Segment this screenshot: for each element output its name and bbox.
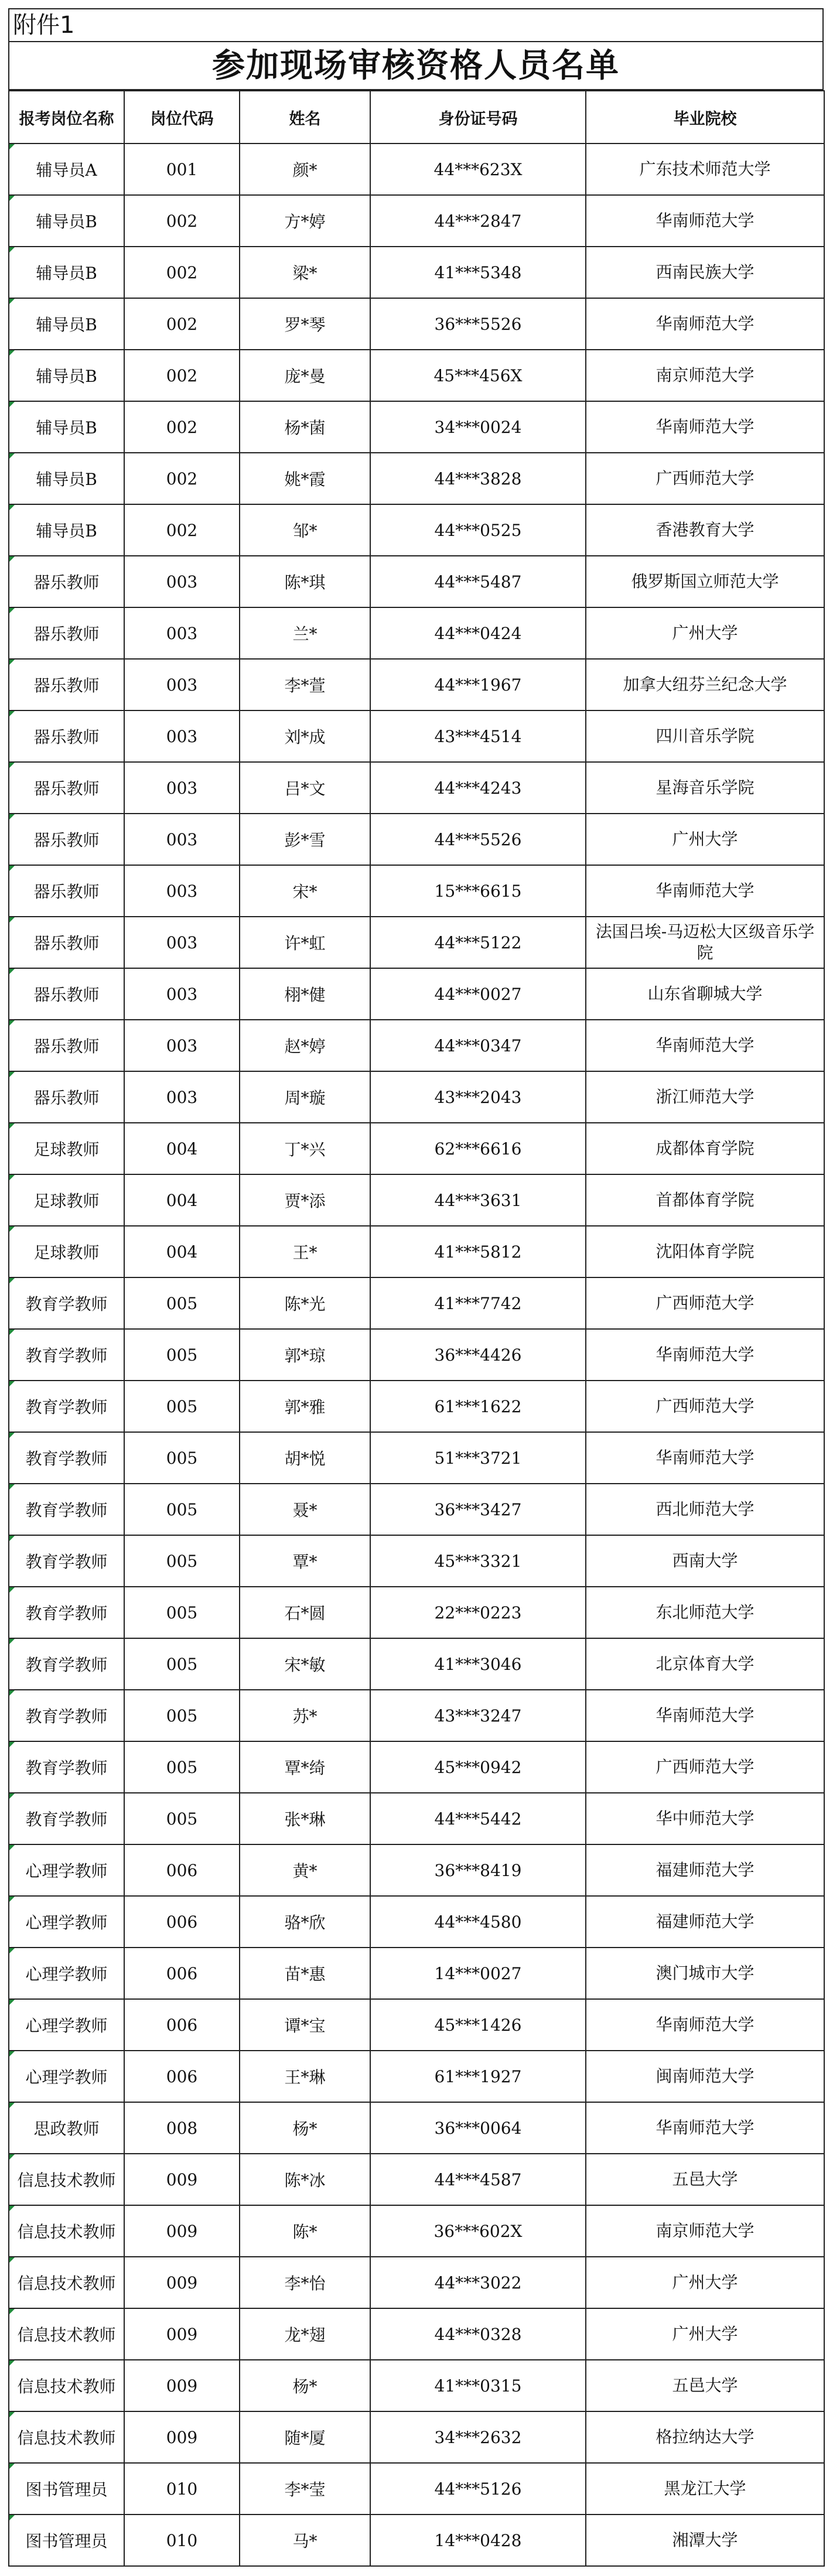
position-name-cell[interactable]: 辅导员B bbox=[9, 350, 124, 401]
position-code-cell[interactable]: 005 bbox=[124, 1381, 240, 1432]
id-number-cell[interactable]: 15***6615 bbox=[370, 865, 586, 917]
position-code-cell[interactable]: 009 bbox=[124, 2205, 240, 2257]
id-number-cell[interactable]: 44***0525 bbox=[370, 504, 586, 556]
school-cell[interactable]: 广西师范大学 bbox=[586, 1381, 824, 1432]
table-row bbox=[9, 453, 824, 504]
table-row bbox=[9, 1432, 824, 1484]
id-number-cell[interactable]: 44***0347 bbox=[370, 1020, 586, 1071]
name-cell[interactable]: 胡*悦 bbox=[240, 1432, 370, 1484]
position-code-cell[interactable]: 004 bbox=[124, 1226, 240, 1277]
name-cell[interactable]: 宋*敏 bbox=[240, 1638, 370, 1690]
position-name-cell[interactable]: 器乐教师 bbox=[9, 968, 124, 1020]
id-number-cell[interactable]: 22***0223 bbox=[370, 1587, 586, 1638]
school-cell[interactable]: 五邑大学 bbox=[586, 2154, 824, 2205]
position-name-cell[interactable]: 器乐教师 bbox=[9, 762, 124, 814]
position-code-cell[interactable]: 006 bbox=[124, 1844, 240, 1896]
name-cell[interactable]: 姚*霞 bbox=[240, 453, 370, 504]
table-row bbox=[9, 2051, 824, 2102]
table-row bbox=[9, 710, 824, 762]
table-row bbox=[9, 1277, 824, 1329]
table-row bbox=[9, 607, 824, 659]
id-number-cell[interactable]: 44***3828 bbox=[370, 453, 586, 504]
position-name-cell[interactable]: 器乐教师 bbox=[9, 814, 124, 865]
school-cell[interactable]: 山东省聊城大学 bbox=[586, 968, 824, 1020]
name-cell[interactable]: 梁* bbox=[240, 247, 370, 298]
table-row bbox=[9, 2102, 824, 2154]
position-code-cell[interactable]: 003 bbox=[124, 1020, 240, 1071]
position-code-cell[interactable]: 009 bbox=[124, 2308, 240, 2360]
position-name-cell[interactable]: 器乐教师 bbox=[9, 659, 124, 710]
id-number-cell[interactable]: 44***5526 bbox=[370, 814, 586, 865]
position-name-cell[interactable]: 教育学教师 bbox=[9, 1690, 124, 1741]
position-name-cell[interactable]: 教育学教师 bbox=[9, 1638, 124, 1690]
position-code-cell[interactable]: 002 bbox=[124, 247, 240, 298]
table-body bbox=[9, 144, 824, 2566]
id-number-cell[interactable]: 36***602X bbox=[370, 2205, 586, 2257]
position-name-cell[interactable]: 思政教师 bbox=[9, 2102, 124, 2154]
id-number-cell[interactable]: 51***3721 bbox=[370, 1432, 586, 1484]
table-row bbox=[9, 350, 824, 401]
school-cell[interactable]: 福建师范大学 bbox=[586, 1844, 824, 1896]
id-number-cell[interactable]: 44***4587 bbox=[370, 2154, 586, 2205]
id-number-cell[interactable]: 36***5526 bbox=[370, 298, 586, 350]
id-number-cell[interactable]: 62***6616 bbox=[370, 1123, 586, 1174]
position-name-cell[interactable]: 辅导员B bbox=[9, 195, 124, 247]
name-cell[interactable]: 郭*琼 bbox=[240, 1329, 370, 1381]
id-number-cell[interactable]: 44***623X bbox=[370, 144, 586, 195]
name-cell[interactable]: 郭*雅 bbox=[240, 1381, 370, 1432]
position-name-cell[interactable]: 教育学教师 bbox=[9, 1329, 124, 1381]
id-number-cell[interactable]: 36***0064 bbox=[370, 2102, 586, 2154]
table-row bbox=[9, 1896, 824, 1948]
school-cell[interactable]: 香港教育大学 bbox=[586, 504, 824, 556]
table-row bbox=[9, 1535, 824, 1587]
table-row bbox=[9, 2411, 824, 2463]
table-row bbox=[9, 2514, 824, 2566]
school-cell[interactable]: 华中师范大学 bbox=[586, 1793, 824, 1844]
table-row bbox=[9, 144, 824, 195]
id-number-cell[interactable]: 44***4243 bbox=[370, 762, 586, 814]
table-row bbox=[9, 2154, 824, 2205]
id-number-cell[interactable]: 41***7742 bbox=[370, 1277, 586, 1329]
position-name-cell[interactable]: 信息技术教师 bbox=[9, 2360, 124, 2411]
position-name-cell[interactable]: 辅导员B bbox=[9, 298, 124, 350]
position-name-cell[interactable]: 图书管理员 bbox=[9, 2463, 124, 2514]
id-number-cell[interactable]: 41***5348 bbox=[370, 247, 586, 298]
school-cell[interactable]: 四川音乐学院 bbox=[586, 710, 824, 762]
id-number-cell[interactable]: 44***0027 bbox=[370, 968, 586, 1020]
school-cell[interactable]: 华南师范大学 bbox=[586, 401, 824, 453]
position-code-cell[interactable]: 002 bbox=[124, 195, 240, 247]
table-row bbox=[9, 1638, 824, 1690]
school-cell[interactable]: 华南师范大学 bbox=[586, 1020, 824, 1071]
school-cell[interactable]: 沈阳体育学院 bbox=[586, 1226, 824, 1277]
id-number-cell[interactable]: 44***4580 bbox=[370, 1896, 586, 1948]
id-number-cell[interactable]: 36***4426 bbox=[370, 1329, 586, 1381]
position-code-cell[interactable]: 005 bbox=[124, 1484, 240, 1535]
id-number-cell[interactable]: 61***1622 bbox=[370, 1381, 586, 1432]
table-row bbox=[9, 1690, 824, 1741]
table-row bbox=[9, 1381, 824, 1432]
school-cell[interactable]: 广西师范大学 bbox=[586, 453, 824, 504]
name-cell[interactable]: 王* bbox=[240, 1226, 370, 1277]
id-number-cell[interactable]: 44***5487 bbox=[370, 556, 586, 607]
id-number-cell[interactable]: 43***3247 bbox=[370, 1690, 586, 1741]
table-row bbox=[9, 1999, 824, 2051]
position-code-cell[interactable]: 002 bbox=[124, 350, 240, 401]
position-code-cell[interactable]: 004 bbox=[124, 1123, 240, 1174]
position-code-cell[interactable]: 009 bbox=[124, 2411, 240, 2463]
table-row bbox=[9, 556, 824, 607]
table-row bbox=[9, 1226, 824, 1277]
school-cell[interactable]: 俄罗斯国立师范大学 bbox=[586, 556, 824, 607]
table-row bbox=[9, 762, 824, 814]
id-number-cell[interactable]: 44***1967 bbox=[370, 659, 586, 710]
school-cell[interactable]: 广州大学 bbox=[586, 607, 824, 659]
table-row bbox=[9, 865, 824, 917]
name-cell[interactable]: 宋* bbox=[240, 865, 370, 917]
name-cell[interactable]: 吕*文 bbox=[240, 762, 370, 814]
school-cell[interactable]: 西南大学 bbox=[586, 1535, 824, 1587]
position-code-cell[interactable]: 009 bbox=[124, 2154, 240, 2205]
name-cell[interactable]: 李*萱 bbox=[240, 659, 370, 710]
position-name-cell[interactable]: 足球教师 bbox=[9, 1174, 124, 1226]
position-code-cell[interactable]: 005 bbox=[124, 1587, 240, 1638]
school-cell[interactable]: 南京师范大学 bbox=[586, 2205, 824, 2257]
position-code-cell[interactable]: 002 bbox=[124, 401, 240, 453]
position-code-cell[interactable]: 002 bbox=[124, 504, 240, 556]
name-cell[interactable]: 杨*菌 bbox=[240, 401, 370, 453]
school-cell[interactable]: 闽南师范大学 bbox=[586, 2051, 824, 2102]
table-row bbox=[9, 195, 824, 247]
id-number-cell[interactable]: 44***5126 bbox=[370, 2463, 586, 2514]
position-name-cell[interactable]: 教育学教师 bbox=[9, 1484, 124, 1535]
table-row bbox=[9, 2360, 824, 2411]
name-cell[interactable]: 覃*绮 bbox=[240, 1741, 370, 1793]
position-code-cell[interactable]: 003 bbox=[124, 710, 240, 762]
table-row bbox=[9, 401, 824, 453]
school-cell[interactable]: 首都体育学院 bbox=[586, 1174, 824, 1226]
name-cell[interactable]: 石*圆 bbox=[240, 1587, 370, 1638]
name-cell[interactable]: 兰* bbox=[240, 607, 370, 659]
position-code-cell[interactable]: 003 bbox=[124, 865, 240, 917]
name-cell[interactable]: 杨* bbox=[240, 2102, 370, 2154]
name-cell[interactable]: 陈*光 bbox=[240, 1277, 370, 1329]
position-code-cell[interactable]: 005 bbox=[124, 1432, 240, 1484]
table-row bbox=[9, 1071, 824, 1123]
school-cell[interactable]: 东北师范大学 bbox=[586, 1587, 824, 1638]
id-number-cell[interactable]: 44***2847 bbox=[370, 195, 586, 247]
school-cell[interactable]: 湘潭大学 bbox=[586, 2514, 824, 2566]
position-name-cell[interactable]: 辅导员B bbox=[9, 504, 124, 556]
id-number-cell[interactable]: 45***456X bbox=[370, 350, 586, 401]
school-cell[interactable]: 北京体育大学 bbox=[586, 1638, 824, 1690]
position-name-cell[interactable]: 教育学教师 bbox=[9, 1741, 124, 1793]
table-row bbox=[9, 2205, 824, 2257]
school-cell[interactable]: 华南师范大学 bbox=[586, 298, 824, 350]
school-cell[interactable]: 广州大学 bbox=[586, 2257, 824, 2308]
name-cell[interactable]: 刘*成 bbox=[240, 710, 370, 762]
position-code-cell[interactable]: 005 bbox=[124, 1690, 240, 1741]
table-row bbox=[9, 2308, 824, 2360]
school-cell[interactable]: 法国吕埃-马迈松大区级音乐学院 bbox=[586, 917, 824, 968]
name-cell[interactable]: 陈* bbox=[240, 2205, 370, 2257]
position-code-cell[interactable]: 010 bbox=[124, 2463, 240, 2514]
name-cell[interactable]: 周*璇 bbox=[240, 1071, 370, 1123]
position-name-cell[interactable]: 器乐教师 bbox=[9, 917, 124, 968]
table-row bbox=[9, 814, 824, 865]
position-name-cell[interactable]: 心理学教师 bbox=[9, 1844, 124, 1896]
id-number-cell[interactable]: 45***0942 bbox=[370, 1741, 586, 1793]
id-number-cell[interactable]: 45***1426 bbox=[370, 1999, 586, 2051]
position-name-cell[interactable]: 信息技术教师 bbox=[9, 2205, 124, 2257]
school-cell[interactable]: 格拉纳达大学 bbox=[586, 2411, 824, 2463]
position-name-cell[interactable]: 辅导员B bbox=[9, 453, 124, 504]
position-code-cell[interactable]: 001 bbox=[124, 144, 240, 195]
position-code-cell[interactable]: 006 bbox=[124, 1896, 240, 1948]
position-code-cell[interactable]: 006 bbox=[124, 1948, 240, 1999]
position-name-cell[interactable]: 心理学教师 bbox=[9, 1999, 124, 2051]
position-name-cell[interactable]: 辅导员A bbox=[9, 144, 124, 195]
position-name-cell[interactable]: 辅导员B bbox=[9, 401, 124, 453]
school-cell[interactable]: 华南师范大学 bbox=[586, 195, 824, 247]
school-cell[interactable]: 广州大学 bbox=[586, 814, 824, 865]
school-cell[interactable]: 福建师范大学 bbox=[586, 1896, 824, 1948]
id-number-cell[interactable]: 44***3022 bbox=[370, 2257, 586, 2308]
school-cell[interactable]: 成都体育学院 bbox=[586, 1123, 824, 1174]
name-cell[interactable]: 陈*琪 bbox=[240, 556, 370, 607]
position-name-cell[interactable]: 心理学教师 bbox=[9, 1948, 124, 1999]
name-cell[interactable]: 赵*婷 bbox=[240, 1020, 370, 1071]
position-code-cell[interactable]: 003 bbox=[124, 556, 240, 607]
position-code-cell[interactable]: 003 bbox=[124, 607, 240, 659]
position-code-cell[interactable]: 005 bbox=[124, 1793, 240, 1844]
school-cell[interactable]: 西南民族大学 bbox=[586, 247, 824, 298]
table-row bbox=[9, 1020, 824, 1071]
school-cell[interactable]: 加拿大纽芬兰纪念大学 bbox=[586, 659, 824, 710]
name-cell[interactable]: 覃* bbox=[240, 1535, 370, 1587]
school-cell[interactable]: 五邑大学 bbox=[586, 2360, 824, 2411]
school-cell[interactable]: 华南师范大学 bbox=[586, 1329, 824, 1381]
header-position-code[interactable]: 岗位代码 bbox=[124, 91, 240, 144]
name-cell[interactable]: 王*琳 bbox=[240, 2051, 370, 2102]
name-cell[interactable]: 颜* bbox=[240, 144, 370, 195]
spreadsheet bbox=[8, 8, 824, 2567]
id-number-cell[interactable]: 44***3631 bbox=[370, 1174, 586, 1226]
position-code-cell[interactable]: 009 bbox=[124, 2360, 240, 2411]
table-row bbox=[9, 1948, 824, 1999]
id-number-cell[interactable]: 41***3046 bbox=[370, 1638, 586, 1690]
position-code-cell[interactable]: 003 bbox=[124, 1071, 240, 1123]
school-cell[interactable]: 华南师范大学 bbox=[586, 1432, 824, 1484]
position-name-cell[interactable]: 教育学教师 bbox=[9, 1587, 124, 1638]
school-cell[interactable]: 华南师范大学 bbox=[586, 1690, 824, 1741]
position-code-cell[interactable]: 005 bbox=[124, 1277, 240, 1329]
name-cell[interactable]: 栩*健 bbox=[240, 968, 370, 1020]
id-number-cell[interactable]: 36***8419 bbox=[370, 1844, 586, 1896]
position-name-cell[interactable]: 图书管理员 bbox=[9, 2514, 124, 2566]
position-name-cell[interactable]: 教育学教师 bbox=[9, 1535, 124, 1587]
position-code-cell[interactable]: 006 bbox=[124, 2051, 240, 2102]
id-number-cell[interactable]: 45***3321 bbox=[370, 1535, 586, 1587]
id-number-cell[interactable]: 61***1927 bbox=[370, 2051, 586, 2102]
position-name-cell[interactable]: 心理学教师 bbox=[9, 2051, 124, 2102]
table-row bbox=[9, 1741, 824, 1793]
id-number-cell[interactable]: 44***0328 bbox=[370, 2308, 586, 2360]
position-code-cell[interactable]: 005 bbox=[124, 1638, 240, 1690]
table-row bbox=[9, 504, 824, 556]
name-cell[interactable]: 陈*冰 bbox=[240, 2154, 370, 2205]
id-number-cell[interactable]: 44***5442 bbox=[370, 1793, 586, 1844]
position-code-cell[interactable]: 003 bbox=[124, 659, 240, 710]
school-cell[interactable]: 西北师范大学 bbox=[586, 1484, 824, 1535]
id-number-cell[interactable]: 44***0424 bbox=[370, 607, 586, 659]
table-row bbox=[9, 1123, 824, 1174]
name-cell[interactable]: 彭*雪 bbox=[240, 814, 370, 865]
school-cell[interactable]: 南京师范大学 bbox=[586, 350, 824, 401]
position-name-cell[interactable]: 信息技术教师 bbox=[9, 2257, 124, 2308]
table-row bbox=[9, 1174, 824, 1226]
position-name-cell[interactable]: 器乐教师 bbox=[9, 1020, 124, 1071]
position-code-cell[interactable]: 008 bbox=[124, 2102, 240, 2154]
header-name[interactable]: 姓名 bbox=[240, 91, 370, 144]
position-name-cell[interactable]: 信息技术教师 bbox=[9, 2411, 124, 2463]
name-cell[interactable]: 马* bbox=[240, 2514, 370, 2566]
name-cell[interactable]: 李*莹 bbox=[240, 2463, 370, 2514]
position-name-cell[interactable]: 器乐教师 bbox=[9, 710, 124, 762]
position-code-cell[interactable]: 005 bbox=[124, 1741, 240, 1793]
id-number-cell[interactable]: 34***0024 bbox=[370, 401, 586, 453]
name-cell[interactable]: 方*婷 bbox=[240, 195, 370, 247]
position-name-cell[interactable]: 器乐教师 bbox=[9, 607, 124, 659]
table-row bbox=[9, 298, 824, 350]
table-row bbox=[9, 917, 824, 968]
position-name-cell[interactable]: 足球教师 bbox=[9, 1226, 124, 1277]
id-number-cell[interactable]: 44***5122 bbox=[370, 917, 586, 968]
school-cell[interactable]: 华南师范大学 bbox=[586, 1999, 824, 2051]
position-code-cell[interactable]: 005 bbox=[124, 1329, 240, 1381]
name-cell[interactable]: 罗*琴 bbox=[240, 298, 370, 350]
id-number-cell[interactable]: 43***4514 bbox=[370, 710, 586, 762]
position-code-cell[interactable]: 005 bbox=[124, 1535, 240, 1587]
id-number-cell[interactable]: 41***0315 bbox=[370, 2360, 586, 2411]
school-cell[interactable]: 广西师范大学 bbox=[586, 1741, 824, 1793]
name-cell[interactable]: 杨* bbox=[240, 2360, 370, 2411]
id-number-cell[interactable]: 36***3427 bbox=[370, 1484, 586, 1535]
name-cell[interactable]: 龙*翅 bbox=[240, 2308, 370, 2360]
id-number-cell[interactable]: 14***0428 bbox=[370, 2514, 586, 2566]
name-cell[interactable]: 苗*惠 bbox=[240, 1948, 370, 1999]
position-name-cell[interactable]: 器乐教师 bbox=[9, 556, 124, 607]
school-cell[interactable]: 黑龙江大学 bbox=[586, 2463, 824, 2514]
position-code-cell[interactable]: 003 bbox=[124, 968, 240, 1020]
name-cell[interactable]: 李*怡 bbox=[240, 2257, 370, 2308]
position-name-cell[interactable]: 器乐教师 bbox=[9, 865, 124, 917]
position-code-cell[interactable]: 002 bbox=[124, 453, 240, 504]
school-cell[interactable]: 浙江师范大学 bbox=[586, 1071, 824, 1123]
position-name-cell[interactable]: 信息技术教师 bbox=[9, 2308, 124, 2360]
table-row bbox=[9, 1844, 824, 1896]
name-cell[interactable]: 邹* bbox=[240, 504, 370, 556]
position-name-cell[interactable]: 心理学教师 bbox=[9, 1896, 124, 1948]
position-code-cell[interactable]: 003 bbox=[124, 917, 240, 968]
name-cell[interactable]: 许*虹 bbox=[240, 917, 370, 968]
position-name-cell[interactable]: 足球教师 bbox=[9, 1123, 124, 1174]
candidate-table bbox=[8, 90, 825, 2567]
position-code-cell[interactable]: 002 bbox=[124, 298, 240, 350]
name-cell[interactable]: 张*琳 bbox=[240, 1793, 370, 1844]
position-name-cell[interactable]: 教育学教师 bbox=[9, 1432, 124, 1484]
name-cell[interactable]: 随*厦 bbox=[240, 2411, 370, 2463]
id-number-cell[interactable]: 34***2632 bbox=[370, 2411, 586, 2463]
header-id-number[interactable]: 身份证号码 bbox=[370, 91, 586, 144]
position-code-cell[interactable]: 010 bbox=[124, 2514, 240, 2566]
table-row bbox=[9, 1793, 824, 1844]
name-cell[interactable]: 聂* bbox=[240, 1484, 370, 1535]
sheet-title[interactable]: 参加现场审核资格人员名单 bbox=[8, 41, 824, 90]
position-code-cell[interactable]: 003 bbox=[124, 762, 240, 814]
position-name-cell[interactable]: 器乐教师 bbox=[9, 1071, 124, 1123]
header-position-name[interactable]: 报考岗位名称 bbox=[9, 91, 124, 144]
name-cell[interactable]: 庞*曼 bbox=[240, 350, 370, 401]
position-name-cell[interactable]: 教育学教师 bbox=[9, 1793, 124, 1844]
id-number-cell[interactable]: 43***2043 bbox=[370, 1071, 586, 1123]
school-cell[interactable]: 星海音乐学院 bbox=[586, 762, 824, 814]
header-school[interactable]: 毕业院校 bbox=[586, 91, 824, 144]
school-cell[interactable]: 广西师范大学 bbox=[586, 1277, 824, 1329]
attachment-label[interactable]: 附件1 bbox=[8, 8, 824, 41]
name-cell[interactable]: 苏* bbox=[240, 1690, 370, 1741]
position-name-cell[interactable]: 教育学教师 bbox=[9, 1277, 124, 1329]
name-cell[interactable]: 谭*宝 bbox=[240, 1999, 370, 2051]
table-row bbox=[9, 1329, 824, 1381]
name-cell[interactable]: 黄* bbox=[240, 1844, 370, 1896]
position-name-cell[interactable]: 辅导员B bbox=[9, 247, 124, 298]
position-code-cell[interactable]: 009 bbox=[124, 2257, 240, 2308]
table-row bbox=[9, 2257, 824, 2308]
table-row bbox=[9, 1484, 824, 1535]
header-row bbox=[9, 91, 824, 144]
table-row bbox=[9, 1587, 824, 1638]
school-cell[interactable]: 广东技术师范大学 bbox=[586, 144, 824, 195]
id-number-cell[interactable]: 14***0027 bbox=[370, 1948, 586, 1999]
name-cell[interactable]: 贾*添 bbox=[240, 1174, 370, 1226]
name-cell[interactable]: 丁*兴 bbox=[240, 1123, 370, 1174]
school-cell[interactable]: 华南师范大学 bbox=[586, 2102, 824, 2154]
school-cell[interactable]: 华南师范大学 bbox=[586, 865, 824, 917]
school-cell[interactable]: 广州大学 bbox=[586, 2308, 824, 2360]
position-code-cell[interactable]: 006 bbox=[124, 1999, 240, 2051]
position-name-cell[interactable]: 信息技术教师 bbox=[9, 2154, 124, 2205]
school-cell[interactable]: 澳门城市大学 bbox=[586, 1948, 824, 1999]
position-name-cell[interactable]: 教育学教师 bbox=[9, 1381, 124, 1432]
position-code-cell[interactable]: 003 bbox=[124, 814, 240, 865]
table-row bbox=[9, 2463, 824, 2514]
id-number-cell[interactable]: 41***5812 bbox=[370, 1226, 586, 1277]
position-code-cell[interactable]: 004 bbox=[124, 1174, 240, 1226]
table-row bbox=[9, 968, 824, 1020]
table-row bbox=[9, 659, 824, 710]
table-row bbox=[9, 247, 824, 298]
name-cell[interactable]: 骆*欣 bbox=[240, 1896, 370, 1948]
